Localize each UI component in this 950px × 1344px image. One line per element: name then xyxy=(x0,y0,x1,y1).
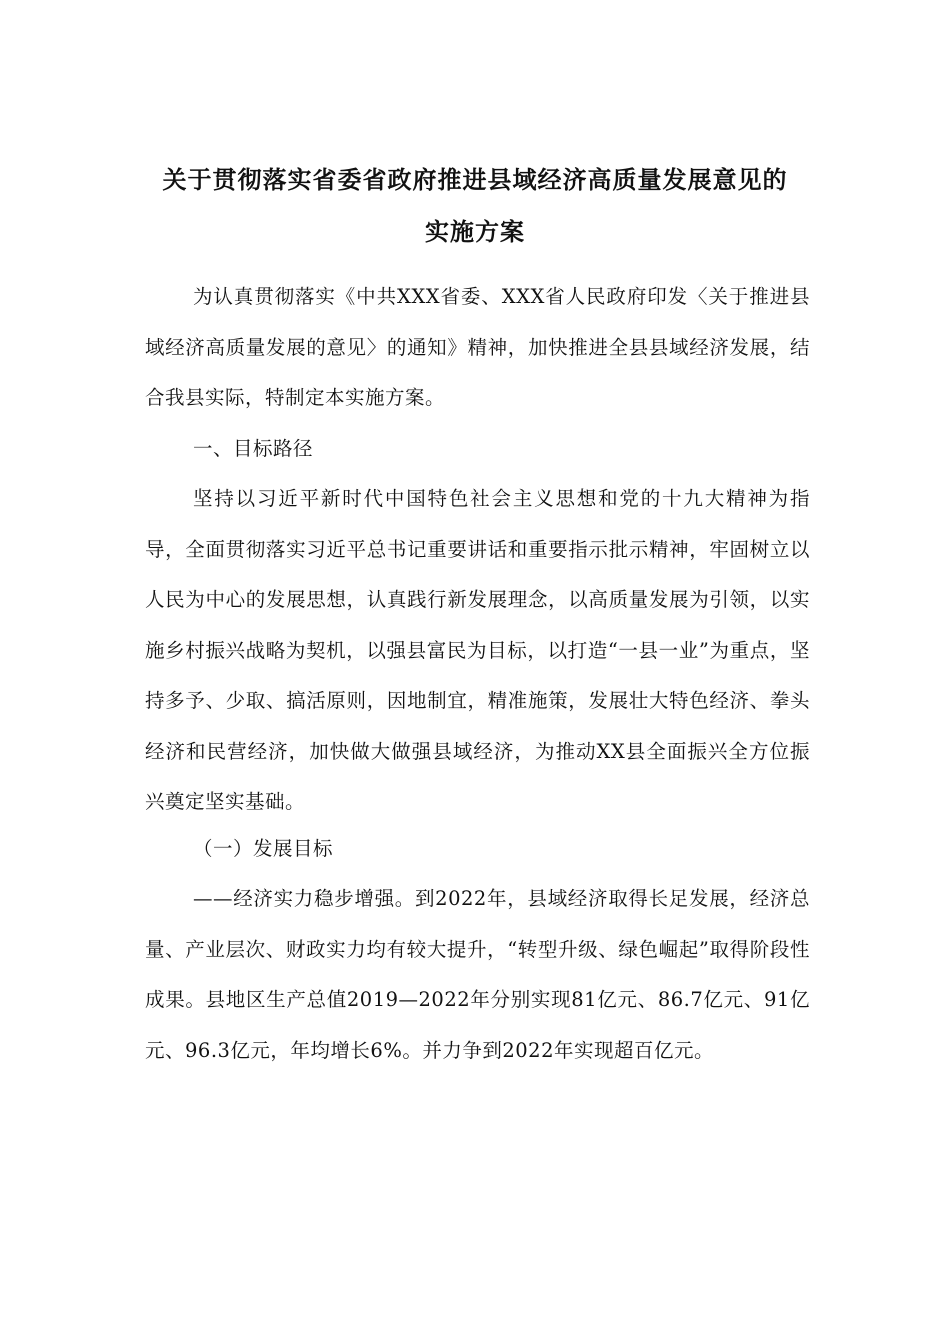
intro-paragraph: 为认真贯彻落实《中共XXX省委、XXX省人民政府印发〈关于推进县域经济高质量发展的意见〉的通知》精神，加快推进全县县域经济发展，结合我县实际，特制定本实施方案。 xyxy=(145,285,810,409)
document-title-line-1: 关于贯彻落实省委省政府推进县域经济高质量发展意见的 xyxy=(162,165,788,194)
guiding-principle-paragraph: 坚持以习近平新时代中国特色社会主义思想和党的十九大精神为指导，全面贯彻落实习近平总书记重要讲话和重要指示批示精神，牢固树立以人民为中心的发展思想，认真践行新发展理念，以高质量发展为引领，以实施乡村振兴战略为契机，以强县富民为目标，以打造“一县一业”为重点，坚持多予、少取、搞活原则，因地制宜，精准施策，发展壮大特色经济、拳头经济和民营经济，加快做大做强县域经济，为推动XX县全面振兴全方位振兴奠定坚实基础。 xyxy=(145,487,810,813)
document-title-line-2: 实施方案 xyxy=(425,217,525,246)
subsection-heading-development-goals: （一）发展目标 xyxy=(193,837,334,860)
section-heading-goals-path: 一、目标路径 xyxy=(193,437,314,460)
economic-target-paragraph: ——经济实力稳步增强。到2022年，县域经济取得长足发展，经济总量、产业层次、财政实力均有较大提升，“转型升级、绿色崛起”取得阶段性成果。县地区生产总值2019—2022年分别实现81亿元、86.7亿元、91亿元、96.3亿元，年均增长6%。并力争到2022年实现超百亿元。 xyxy=(145,887,810,1062)
